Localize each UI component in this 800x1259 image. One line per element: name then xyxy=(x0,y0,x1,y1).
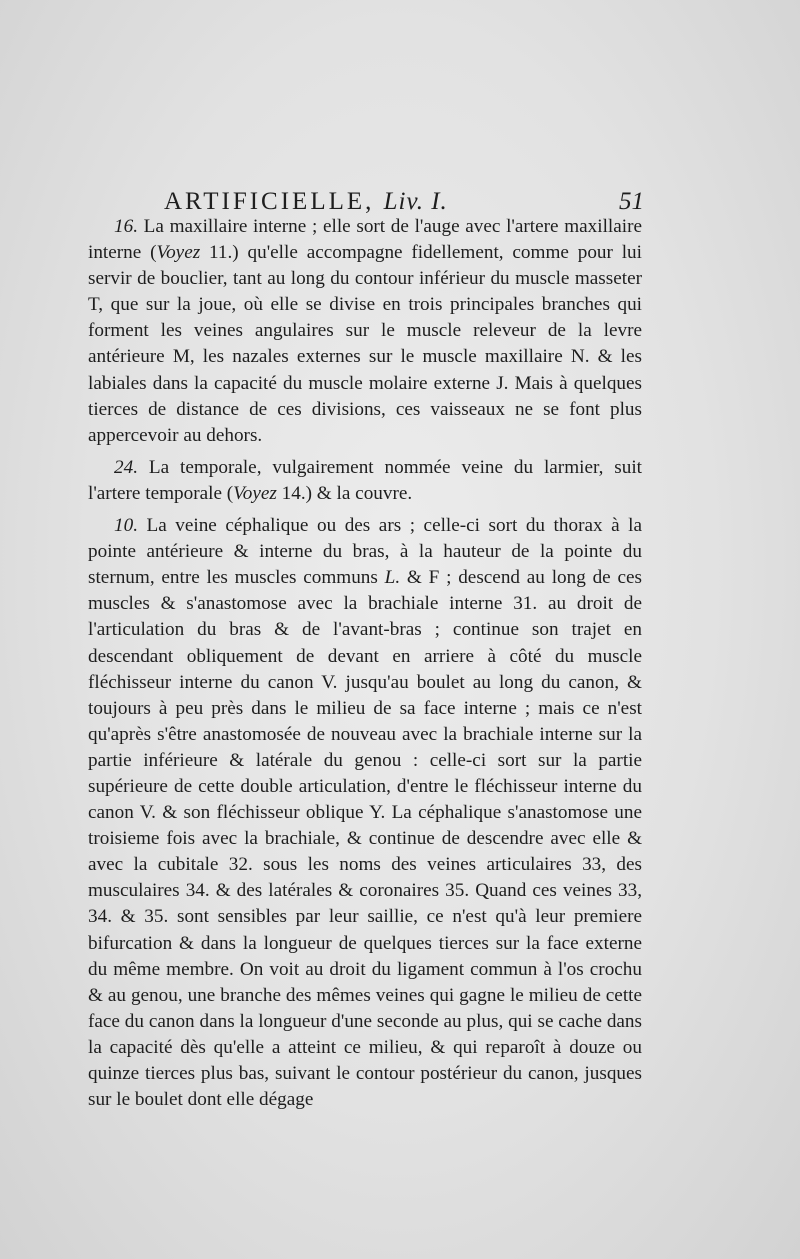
paragraph-24 xyxy=(88,455,642,507)
cross-reference: Voyez xyxy=(156,242,201,264)
paragraph-number: 10. xyxy=(114,515,138,537)
paragraph-10 xyxy=(88,513,642,1113)
paragraph-number: 24. xyxy=(114,456,138,478)
running-title-main: ARTIFICIELLE, xyxy=(164,188,375,215)
paragraph-text: La temporale, vulgairement nommée veine du larmier, suit l'artere temporale ( xyxy=(88,456,642,504)
paragraph-text: La veine céphalique ou des ars ; celle-ci sort du thorax à la pointe antérieure & interne du bras, à la hauteur de la pointe du sternum, entre les muscles communs xyxy=(88,515,642,589)
running-title-book: Liv. I. xyxy=(383,188,448,215)
paragraph-number: 16. xyxy=(114,216,138,237)
paragraph-text: & F ; descend au long de ces muscles & s'anastomose avec la brachiale interne 31. au droit de l'articulation du bras & de l'avant-bras ; continue son trajet en descendant obliquement de devant en arriere à côté du muscle fléchisseur interne du canon V. jusqu'au boulet au long du canon, & toujours à peu près dans le milieu de sa face interne ; mais ce n'est qu'après s'être anastomosée de nouveau avec la brachiale interne sur la partie inférieure & latérale du genou : celle-ci sort sur la partie supérieure de cette double articulation, d'entre le fléchisseur interne du canon V. & son fléchisseur oblique Y. La céphalique s'anastomose une troisieme fois avec la brachiale, & continue de descendre avec elle & avec la cubitale 32. sous les noms des veines articulaires 33, des musculaires 34. & des latérales & coronaires 35. Quand ces veines 33, 34. & 35. sont sensibles par leur saillie, ce n'est qu'à leur premiere bifurcation & dans la longueur de quelques tierces sur la face externe du même membre. On voit au droit du ligament commun à l'os crochu & au genou, une branche des mêmes veines qui gagne le milieu de cette face du canon dans la longueur d'une seconde au plus, qui se cache dans la capacité dès qu'elle a atteint ce milieu, & qui reparoît à douze ou quinze tierces plus bas, suivant le contour postérieur du canon, jusques sur le boulet dont elle dégage xyxy=(88,567,642,1111)
paragraph-16 xyxy=(88,214,642,449)
paragraph-text: La maxillaire interne ; elle sort de l'auge avec l'artere maxillaire interne ( xyxy=(88,216,642,264)
cross-reference: Voyez xyxy=(233,482,277,504)
muscle-label: L. xyxy=(384,567,401,589)
paragraph-text: 11.) qu'elle accompagne fidellement, comme pour lui servir de bouclier, tant au long du contour inférieur du muscle masseter T, que sur la joue, où elle se divise en trois principales branches qui forment les veines angulaires sur le muscle releveur de la levre antérieure M, les nazales externes sur le muscle maxillaire N. & les labiales dans la capacité du muscle molaire externe J. Mais à quelques tierces de distance de ces divisions, ces vaisseaux ne se font plus appercevoir au dehors. xyxy=(88,242,642,446)
paragraph-text: 14.) & la couvre. xyxy=(276,482,413,504)
page-number: 51 xyxy=(619,188,644,215)
body-text xyxy=(88,214,642,1113)
